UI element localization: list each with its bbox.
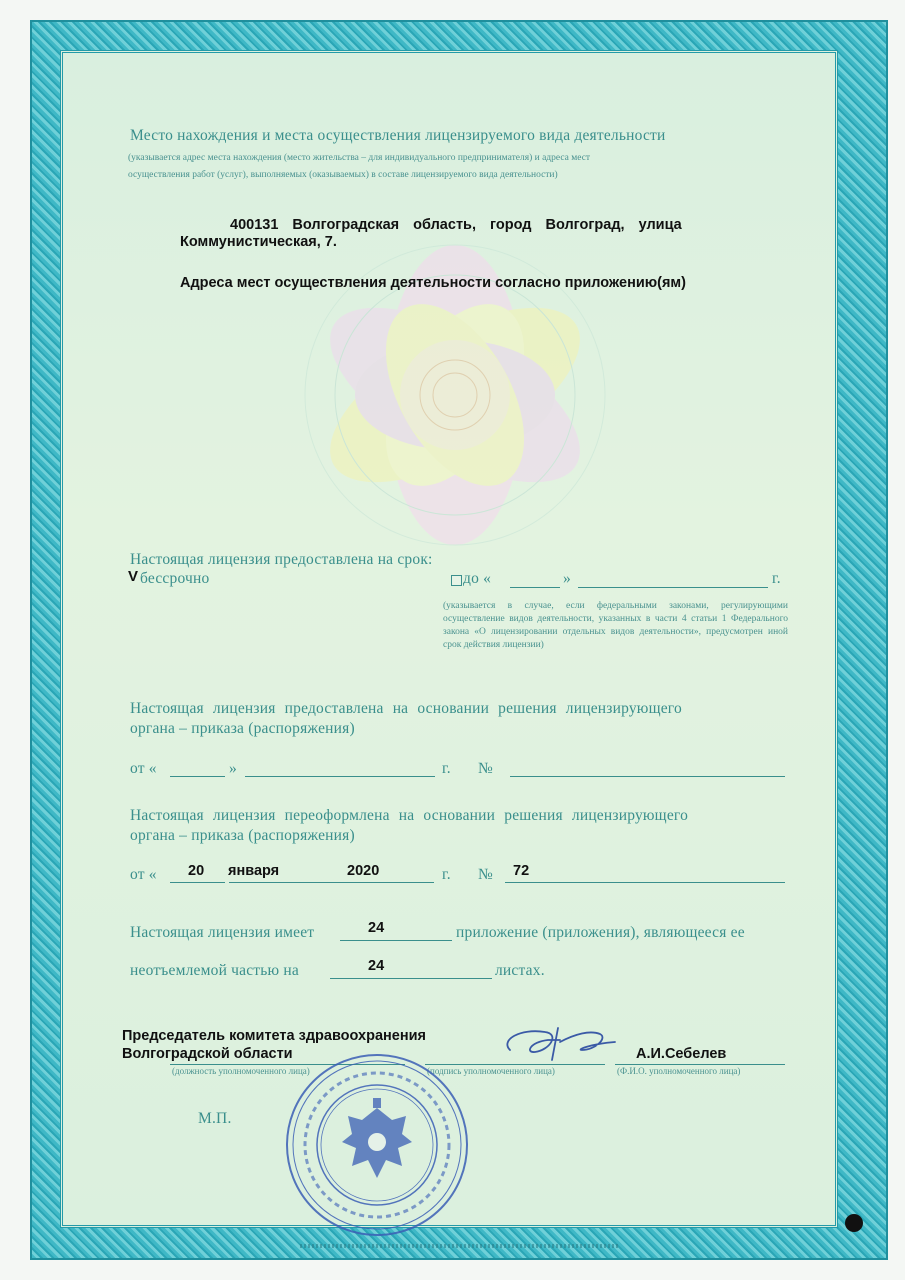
reissue-year: 2020 xyxy=(347,863,380,879)
term-note: (указывается в случае, если федеральными законами, регулирующими осуществление видов деятельности, указанных в части 4 статьи 1 Федерального закона «О лицензировании отдельных видов деятельности», предусмотрен иной срок действия лицензии) xyxy=(443,601,788,650)
basis-number-label: № xyxy=(478,760,493,777)
location-note-1: (указывается адрес места нахождения (место жительства – для индивидуального предпринимателя) и адреса мест xyxy=(128,153,591,163)
reissue-date-line xyxy=(229,882,434,883)
address-line-2: Коммунистическая, 7. xyxy=(180,234,337,250)
basis-number-line xyxy=(510,776,785,777)
printer-imprint xyxy=(300,1244,620,1248)
until-prefix: до « xyxy=(463,570,492,587)
official-seal xyxy=(282,1050,472,1240)
appendices-suffix: приложение (приложения), являющееся ее xyxy=(456,924,745,941)
basis-day-line xyxy=(170,776,225,777)
term-heading: Настоящая лицензия предоставлена на срок: xyxy=(130,551,433,568)
appendices-prefix: Настоящая лицензия имеет xyxy=(130,924,315,941)
binding-hole xyxy=(845,1214,863,1232)
name-line xyxy=(615,1064,785,1065)
name-caption: (Ф.И.О. уполномоченного лица) xyxy=(617,1066,741,1076)
reissue-from-label: от « xyxy=(130,866,157,883)
until-year-suffix: г. xyxy=(772,570,781,587)
appendix-address-note: Адреса мест осуществления деятельности согласно приложению(ям) xyxy=(180,275,686,291)
indefinite-label: бессрочно xyxy=(140,570,210,587)
reissue-number: 72 xyxy=(513,863,530,879)
basis-year-suffix: г. xyxy=(442,760,451,777)
reissue-number-label: № xyxy=(478,866,493,883)
signatory-position-line-2: Волгоградской области xyxy=(122,1046,293,1062)
position-caption: (должность уполномоченного лица) xyxy=(172,1066,310,1076)
appendices-sheets-suffix: листах. xyxy=(495,962,545,979)
until-date-checkbox xyxy=(451,575,462,586)
location-note-2: осуществления работ (услуг), выполняемых (оказываемых) в составе лицензируемого вида деятельности) xyxy=(128,170,558,180)
appendices-count-line xyxy=(340,940,452,941)
basis-date-line xyxy=(245,776,435,777)
basis-line-2: органа – приказа (распоряжения) xyxy=(130,720,355,737)
reissue-line-2: органа – приказа (распоряжения) xyxy=(130,827,355,844)
appendices-count: 24 xyxy=(368,920,385,936)
until-quote-close: » xyxy=(563,570,571,587)
signature-caption: (подпись уполномоченного лица) xyxy=(427,1066,555,1076)
reissue-day-line xyxy=(170,882,225,883)
appendices-sheets: 24 xyxy=(368,958,385,974)
signatory-name: А.И.Себелев xyxy=(636,1046,727,1062)
basis-from-label: от « xyxy=(130,760,157,777)
appendices-sheets-line xyxy=(330,978,492,979)
location-heading: Место нахождения и места осуществления лицензируемого вида деятельности xyxy=(130,127,666,144)
address-line-1: 400131 Волгоградская область, город Волгоград, улица xyxy=(230,217,682,233)
basis-quote-close: » xyxy=(229,760,237,777)
reissue-year-suffix: г. xyxy=(442,866,451,883)
seal-label: М.П. xyxy=(198,1110,232,1127)
indefinite-check-mark: V xyxy=(128,568,139,585)
reissue-number-line xyxy=(505,882,785,883)
basis-line-1: Настоящая лицензия предоставлена на основании решения лицензирующего xyxy=(130,700,682,717)
handwritten-signature xyxy=(490,1020,620,1068)
until-date-line xyxy=(578,587,768,588)
reissue-line-1: Настоящая лицензия переоформлена на основании решения лицензирующего xyxy=(130,807,689,824)
appendices-line2-prefix: неотъемлемой частью на xyxy=(130,962,299,979)
until-day-line xyxy=(510,587,560,588)
signatory-position-line-1: Председатель комитета здравоохранения xyxy=(122,1028,426,1044)
reissue-month: января xyxy=(228,863,280,879)
reissue-day: 20 xyxy=(188,863,205,879)
